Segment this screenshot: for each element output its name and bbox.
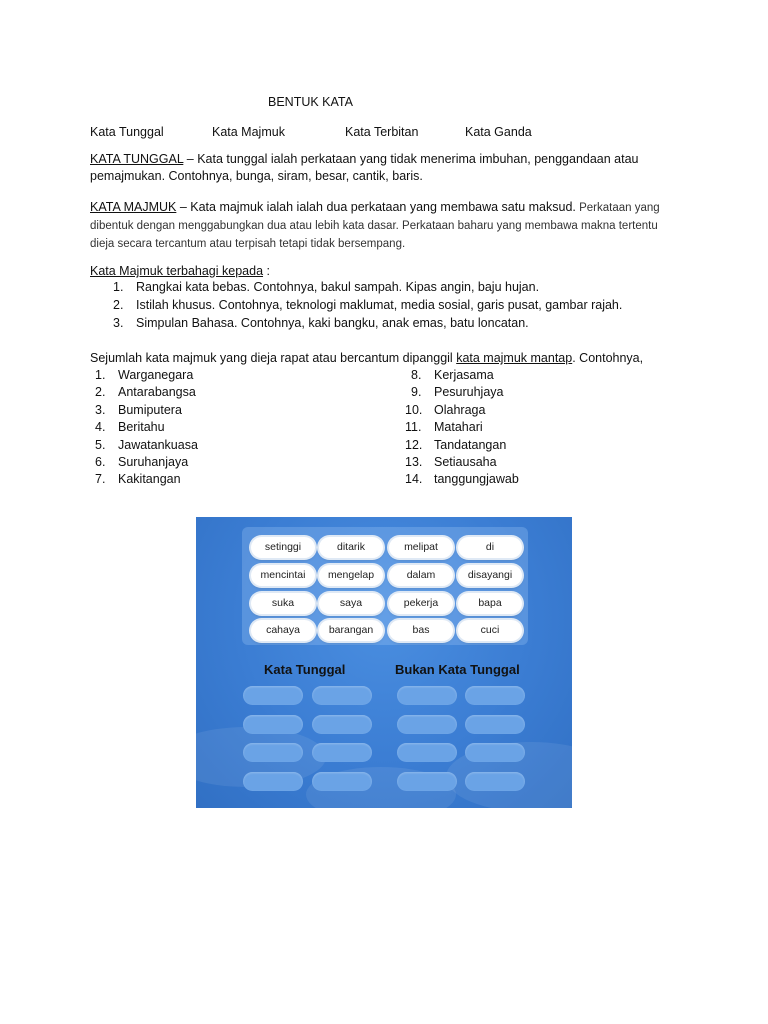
word-tile-barangan[interactable]: barangan: [319, 620, 383, 641]
list-text: Warganegara: [118, 368, 194, 382]
mantap-intro-after: . Contohnya,: [572, 351, 644, 365]
list-number: 3.: [113, 316, 124, 330]
bukan-kata-tunggal-drop-slot[interactable]: [465, 686, 525, 705]
list-number: 1.: [113, 280, 124, 294]
kata-majmuk-extra: Perkataan yang dibentuk dengan menggabungkan dua atau lebih kata dasar. Perkataan baharu yang membawa makna tertentu dieja secara tercantum atau terpisah tetapi tidak bersempang.: [90, 202, 660, 250]
document-title: BENTUK KATA: [268, 95, 353, 109]
word-tile-bapa[interactable]: bapa: [458, 593, 522, 614]
list-item: [95, 437, 198, 454]
list-item: [95, 454, 198, 471]
list-text: Bumiputera: [118, 402, 182, 417]
list-number: 3.: [95, 402, 106, 417]
mantap-term: kata majmuk mantap: [456, 351, 573, 365]
mantap-intro-before: Sejumlah kata majmuk yang dieja rapat atau bercantum dipanggil: [90, 351, 457, 365]
list-item: [95, 419, 198, 436]
bukan-kata-tunggal-drop-slot[interactable]: [397, 715, 457, 734]
list-number: 10.: [405, 402, 423, 417]
bukan-kata-tunggal-drop-slot[interactable]: [465, 715, 525, 734]
list-number: 14.: [405, 472, 423, 487]
list-item: [95, 367, 198, 384]
list-text: Jawatankuasa: [118, 437, 198, 452]
list-item: [95, 402, 198, 419]
kata-tunggal-term: KATA TUNGGAL: [90, 152, 184, 166]
list-text: Kerjasama: [434, 368, 494, 382]
kata-tunggal-drop-slot[interactable]: [312, 686, 372, 705]
list-text: Matahari: [434, 420, 483, 435]
category-kata-terbitan: Kata Terbitan: [345, 125, 419, 139]
kata-tunggal-drop-slot[interactable]: [312, 715, 372, 734]
list-number: 8.: [411, 368, 422, 382]
group-heading-kata-tunggal: Kata Tunggal: [264, 662, 346, 677]
bukan-kata-tunggal-drop-slot[interactable]: [397, 772, 457, 791]
word-tile-mengelap[interactable]: mengelap: [319, 565, 383, 586]
list-text: Beritahu: [118, 420, 165, 435]
list-text: Kakitangan: [118, 472, 181, 487]
category-kata-majmuk: Kata Majmuk: [212, 125, 285, 139]
list-text: Rangkai kata bebas. Contohnya, bakul sampah. Kipas angin, baju hujan.: [136, 280, 540, 294]
list-number: 5.: [95, 437, 106, 452]
word-tile-saya[interactable]: saya: [319, 593, 383, 614]
list-number: 13.: [405, 454, 423, 469]
kata-tunggal-drop-slot[interactable]: [243, 715, 303, 734]
list-text: tanggungjawab: [434, 472, 519, 487]
kata-tunggal-drop-slot[interactable]: [243, 743, 303, 762]
list-text: Suruhanjaya: [118, 454, 189, 469]
word-tile-melipat[interactable]: melipat: [389, 537, 453, 558]
list-text: Pesuruhjaya: [434, 385, 504, 400]
list-item: [95, 471, 198, 488]
list-item: [411, 384, 519, 401]
group-heading-bukan-kata-tunggal: Bukan Kata Tunggal: [395, 662, 520, 677]
category-kata-tunggal: Kata Tunggal: [90, 125, 164, 139]
mantap-intro: [90, 350, 643, 367]
list-number: 7.: [95, 472, 106, 487]
list-text: Simpulan Bahasa. Contohnya, kaki bangku, anak emas, batu loncatan.: [136, 316, 529, 330]
category-kata-ganda: Kata Ganda: [465, 125, 532, 139]
list-number: 2.: [113, 298, 124, 312]
list-item: [90, 278, 622, 296]
list-number: 6.: [95, 454, 106, 469]
list-item: [411, 367, 519, 384]
mantap-list-right: [405, 367, 519, 489]
list-item: [90, 314, 622, 332]
list-number: 12.: [405, 437, 423, 452]
word-tile-pekerja[interactable]: pekerja: [389, 593, 453, 614]
word-tile-setinggi[interactable]: setinggi: [251, 537, 315, 558]
list-text: Antarabangsa: [118, 385, 196, 400]
word-tile-disayangi[interactable]: disayangi: [458, 565, 522, 586]
list-text: Tandatangan: [434, 437, 507, 452]
word-tile-board: [242, 527, 528, 645]
kata-majmuk-definition: – Kata majmuk ialah ialah dua perkataan yang membawa satu maksud.: [176, 200, 576, 214]
list-text: Istilah khusus. Contohnya, teknologi maklumat, media sosial, garis pusat, gambar rajah.: [136, 298, 623, 312]
list-number: 11.: [405, 420, 422, 435]
word-tile-dalam[interactable]: dalam: [389, 565, 453, 586]
list-item: [90, 296, 622, 314]
list-text: Setiausaha: [434, 454, 497, 469]
kata-majmuk-term: KATA MAJMUK: [90, 200, 177, 214]
word-tile-bas[interactable]: bas: [389, 620, 453, 641]
kata-tunggal-drop-slot[interactable]: [312, 743, 372, 762]
bukan-kata-tunggal-drop-slot[interactable]: [397, 743, 457, 762]
word-tile-cahaya[interactable]: cahaya: [251, 620, 315, 641]
kata-majmuk-types-list: [90, 278, 622, 332]
list-item: [95, 384, 198, 401]
word-tile-mencintai[interactable]: mencintai: [251, 565, 315, 586]
kata-tunggal-drop-slot[interactable]: [243, 772, 303, 791]
list-item: [405, 402, 519, 419]
kata-tunggal-paragraph: [90, 151, 660, 185]
word-tile-ditarik[interactable]: ditarik: [319, 537, 383, 558]
kata-majmuk-paragraph: [90, 199, 670, 253]
list-item: [405, 419, 519, 436]
types-heading-colon: :: [263, 264, 270, 278]
list-number: 4.: [95, 420, 106, 435]
bukan-kata-tunggal-drop-slot[interactable]: [465, 772, 525, 791]
kata-tunggal-definition: – Kata tunggal ialah perkataan yang tidak menerima imbuhan, penggandaan atau pemajmukan. Contohnya, bunga, siram, besar, cantik, baris.: [90, 152, 639, 183]
list-number: 2.: [95, 385, 106, 400]
bukan-kata-tunggal-drop-slot[interactable]: [397, 686, 457, 705]
list-item: [405, 454, 519, 471]
list-item: [405, 437, 519, 454]
word-tile-di[interactable]: di: [458, 537, 522, 558]
list-item: [405, 471, 519, 488]
bukan-kata-tunggal-drop-slot[interactable]: [465, 743, 525, 762]
list-text: Olahraga: [434, 402, 486, 417]
word-categories: [90, 124, 590, 142]
kata-tunggal-drop-slot[interactable]: [312, 772, 372, 791]
word-sort-game: [196, 517, 572, 808]
kata-tunggal-drop-slot[interactable]: [243, 686, 303, 705]
word-tile-cuci[interactable]: cuci: [458, 620, 522, 641]
list-number: 1.: [95, 368, 106, 382]
mantap-list-left: [95, 367, 198, 489]
word-tile-suka[interactable]: suka: [251, 593, 315, 614]
types-heading-text: Kata Majmuk terbahagi kepada: [90, 264, 264, 278]
list-number: 9.: [411, 385, 422, 400]
